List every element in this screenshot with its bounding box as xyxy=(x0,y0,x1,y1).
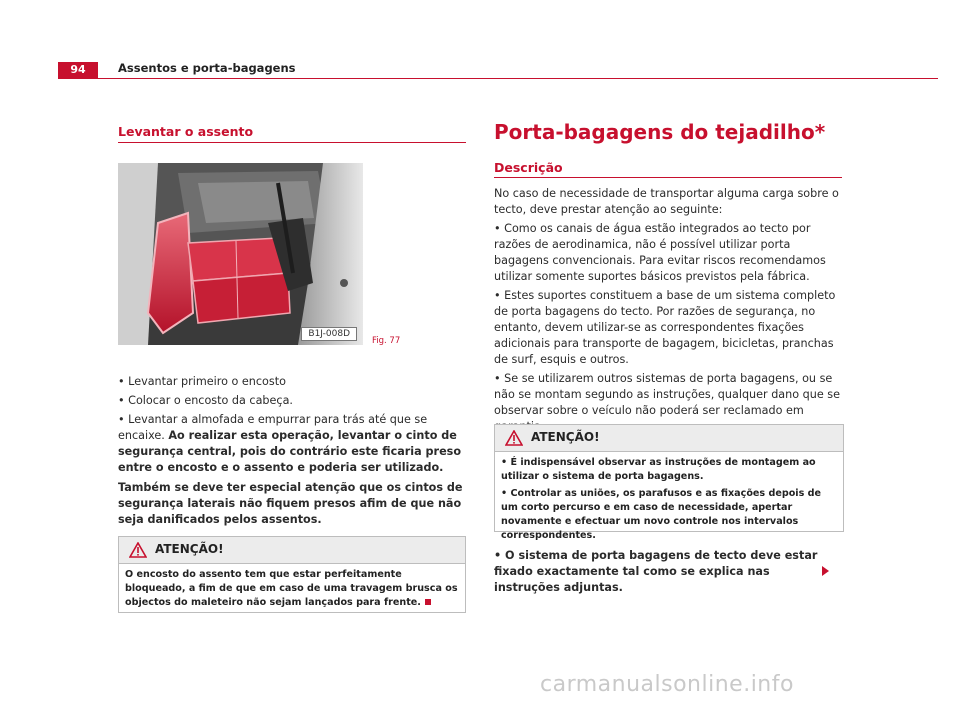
warning-header xyxy=(119,537,465,564)
paragraph: No caso de necessidade de transportar alguma carga sobre o tecto, deve prestar atenção ao seguinte: xyxy=(494,187,839,216)
warning-body xyxy=(119,564,465,610)
bullet-item: • Colocar o encosto da cabeça. xyxy=(118,394,293,407)
page-number: 94 xyxy=(58,62,98,78)
section-rule-left xyxy=(118,142,466,143)
warning-title: ATENÇÃO! xyxy=(531,430,600,444)
header-title: Assentos e porta-bagagens xyxy=(118,61,296,75)
main-title-porta-bagagens: Porta-bagagens do tejadilho* xyxy=(494,120,826,144)
bullet-item-3 xyxy=(118,412,468,476)
warning-triangle-icon xyxy=(505,430,523,446)
warning-title: ATENÇÃO! xyxy=(155,542,224,556)
rear-seat-illustration xyxy=(118,163,363,345)
right-body xyxy=(494,186,844,438)
warning-item: • É indispensável observar as instruções de montagem ao utilizar o sistema de porta bagagens. xyxy=(501,457,816,482)
paragraph: • Se se utilizarem outros sistemas de porta bagagens, ou se não se montam segundo as instruções, qualquer dano que se observar sobre o veículo não poderá ser reclamado em xyxy=(494,372,840,417)
section-rule-right xyxy=(494,177,842,178)
end-marker-icon xyxy=(425,599,431,605)
watermark: carmanualsonline.info xyxy=(540,672,794,697)
paragraph: • Estes suportes constituem a base de um sistema completo de porta bagagens do tecto. Por razões de segurança, no entanto, devem utilizar-se as correspondentes fixações adicionais para transporte de bagagem, bicicletas, pranchas de surf, esquis e outros. xyxy=(494,289,836,366)
warning-body xyxy=(495,452,843,543)
warning-header xyxy=(495,425,843,452)
warning-triangle-icon xyxy=(129,542,147,558)
section-title-levantar: Levantar o assento xyxy=(118,124,254,139)
bullet-3-bold: Ao realizar esta operação, levantar o cinto de segurança central, pois do contrário este ficaria preso entre o encosto e o assento e poderia ser utilizado. xyxy=(118,429,462,474)
header-rule xyxy=(58,78,938,79)
left-body xyxy=(118,374,468,531)
warning-box-right xyxy=(494,424,844,541)
subsection-title-descricao: Descrição xyxy=(494,160,563,175)
warning-item: • Controlar as uniões, os parafusos e as fixações depois de um corto percurso e em caso de necessidade, apertar novamente e efectuar um novo controle nos intervalos correspondentes. xyxy=(501,488,822,541)
figure-rear-seat xyxy=(118,163,363,345)
bullet-item: • Levantar primeiro o encosto xyxy=(118,375,286,388)
figure-label: Fig. 77 xyxy=(372,336,401,346)
bullet-3-normal: • Levantar a almofada e empurrar para trás até que se encaixe. xyxy=(118,413,428,442)
warning-box-left xyxy=(118,536,466,613)
final-bold-paragraph: • O sistema de porta bagagens de tecto deve estar fixado exactamente tal como se explica nas instruções adjuntas. xyxy=(494,549,818,594)
next-page-arrow-icon xyxy=(822,566,829,576)
paragraph: • Como os canais de água estão integrados ao tecto por razões de aerodinamica, não é possível utilizar porta bagagens convencionais. Para evitar riscos recomendamos utilizar somente suportes básicos previstos pela fábrica. xyxy=(494,222,826,283)
figure-code: B1J-008D xyxy=(301,327,357,341)
warning-text: O encosto do assento tem que estar perfeitamente bloqueado, a fim de que em caso de uma travagem brusca os objectos do maleteiro não sejam lançados para frente. xyxy=(125,569,458,608)
bold-paragraph: Também se deve ter especial atenção que os cintos de segurança laterais não fiquem presos afim de que não seja danificados pelos assentos. xyxy=(118,481,463,526)
